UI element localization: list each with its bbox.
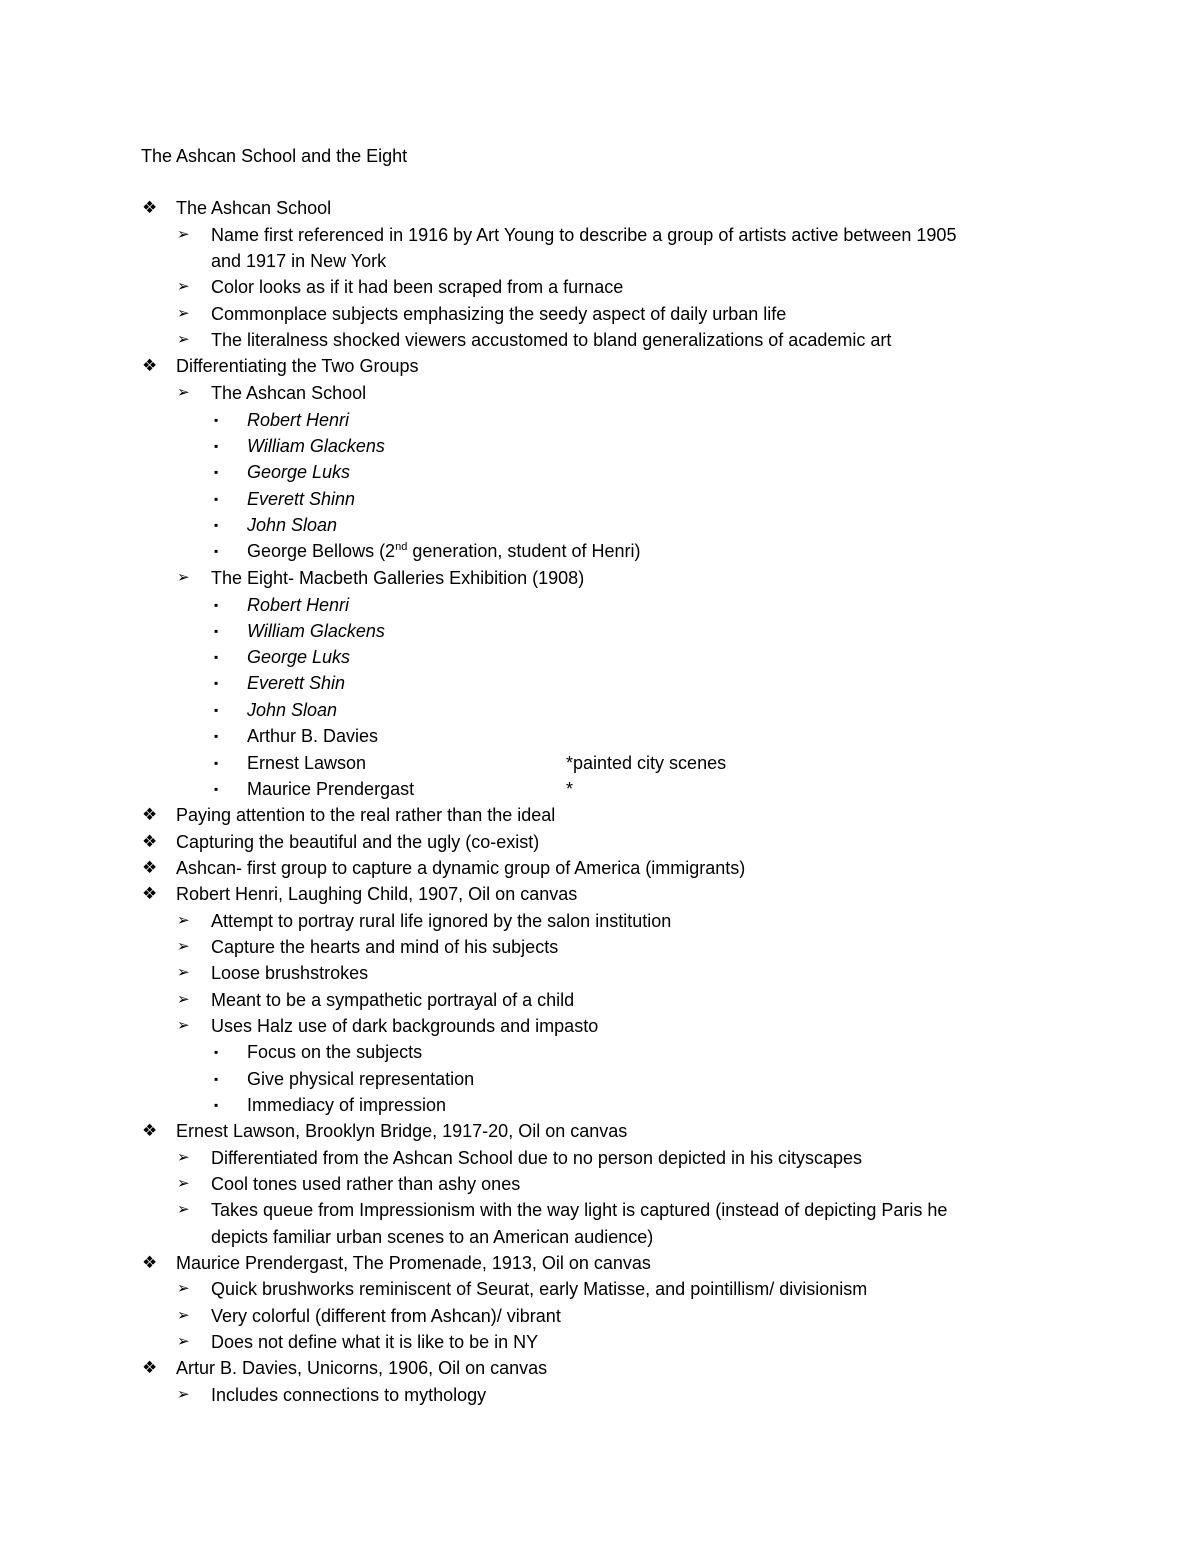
section-heading: Ashcan- first group to capture a dynamic group of America (immigrants) — [176, 858, 746, 878]
diamond-bullet-icon: ❖ — [142, 1253, 158, 1272]
section-heading: The Ashcan School — [176, 198, 332, 218]
list-item-text: Give physical representation — [247, 1069, 475, 1089]
list-item-text: Color looks as if it had been scraped from a furnace — [211, 277, 624, 297]
section-heading: Capturing the beautiful and the ugly (co-exist) — [176, 832, 540, 852]
diamond-bullet-icon: ❖ — [142, 858, 158, 877]
arrow-bullet-icon: ➢ — [177, 1175, 190, 1192]
artist-name: Ernest Lawson — [247, 753, 367, 773]
artist-name: Robert Henri — [247, 410, 350, 430]
arrow-bullet-icon: ➢ — [177, 938, 190, 955]
artist-name: Everett Shinn — [247, 489, 356, 509]
artist-name: Arthur B. Davies — [247, 726, 379, 746]
artist-name: George Luks — [247, 647, 351, 667]
section-heading: Artur B. Davies, Unicorns, 1906, Oil on canvas — [176, 1358, 548, 1378]
arrow-bullet-icon: ➢ — [177, 1149, 190, 1166]
diamond-bullet-icon: ❖ — [142, 1358, 158, 1377]
square-bullet-icon: ▪ — [214, 1045, 219, 1059]
list-item-text: Takes queue from Impressionism with the way light is captured (instead of depicting Paris he — [211, 1200, 948, 1220]
diamond-bullet-icon: ❖ — [142, 805, 158, 824]
list-item-text: and 1917 in New York — [211, 251, 387, 271]
square-bullet-icon: ▪ — [214, 439, 219, 453]
artist-name-part: generation, student of Henri) — [407, 541, 641, 561]
list-item-text: Does not define what it is like to be in NY — [211, 1332, 539, 1352]
list-item-text: The Eight- Macbeth Galleries Exhibition (1908) — [211, 568, 585, 588]
square-bullet-icon: ▪ — [214, 650, 219, 664]
square-bullet-icon: ▪ — [214, 518, 219, 532]
section-heading: Ernest Lawson, Brooklyn Bridge, 1917-20, Oil on canvas — [176, 1121, 628, 1141]
arrow-bullet-icon: ➢ — [177, 1280, 190, 1297]
arrow-bullet-icon: ➢ — [177, 1386, 190, 1403]
arrow-bullet-icon: ➢ — [177, 1333, 190, 1350]
square-bullet-icon: ▪ — [214, 598, 219, 612]
diamond-bullet-icon: ❖ — [142, 832, 158, 851]
document-title: The Ashcan School and the Eight — [141, 146, 408, 166]
list-item-text: Meant to be a sympathetic portrayal of a child — [211, 990, 575, 1010]
square-bullet-icon: ▪ — [214, 544, 219, 558]
side-note: * — [566, 779, 574, 799]
diamond-bullet-icon: ❖ — [142, 1121, 158, 1140]
diamond-bullet-icon: ❖ — [142, 884, 158, 903]
list-item-text: Name first referenced in 1916 by Art Young to describe a group of artists active between 1905 — [211, 225, 957, 245]
arrow-bullet-icon: ➢ — [177, 912, 190, 929]
square-bullet-icon: ▪ — [214, 1072, 219, 1086]
section-heading: Differentiating the Two Groups — [176, 356, 419, 376]
arrow-bullet-icon: ➢ — [177, 964, 190, 981]
section-heading: Robert Henri, Laughing Child, 1907, Oil on canvas — [176, 884, 578, 904]
arrow-bullet-icon: ➢ — [177, 1201, 190, 1218]
diamond-bullet-icon: ❖ — [142, 198, 158, 217]
list-item-text: The literalness shocked viewers accustomed to bland generalizations of academic art — [211, 330, 892, 350]
square-bullet-icon: ▪ — [214, 624, 219, 638]
section-heading: Paying attention to the real rather than the ideal — [176, 805, 556, 825]
list-item-text: depicts familiar urban scenes to an American audience) — [211, 1227, 654, 1247]
artist-name: William Glackens — [247, 436, 385, 456]
artist-name: George Luks — [247, 462, 351, 482]
list-item-text: Quick brushworks reminiscent of Seurat, early Matisse, and pointillism/ divisionism — [211, 1279, 868, 1299]
arrow-bullet-icon: ➢ — [177, 569, 190, 586]
square-bullet-icon: ▪ — [214, 782, 219, 796]
artist-name: Robert Henri — [247, 595, 350, 615]
diamond-bullet-icon: ❖ — [142, 356, 158, 375]
list-item-text: Attempt to portray rural life ignored by the salon institution — [211, 911, 672, 931]
artist-name: John Sloan — [247, 700, 338, 720]
square-bullet-icon: ▪ — [214, 729, 219, 743]
square-bullet-icon: ▪ — [214, 676, 219, 690]
arrow-bullet-icon: ➢ — [177, 331, 190, 348]
list-item-text: The Ashcan School — [211, 383, 367, 403]
arrow-bullet-icon: ➢ — [177, 1307, 190, 1324]
list-item-text: Focus on the subjects — [247, 1042, 423, 1062]
arrow-bullet-icon: ➢ — [177, 226, 190, 243]
arrow-bullet-icon: ➢ — [177, 278, 190, 295]
artist-name: Everett Shin — [247, 673, 346, 693]
square-bullet-icon: ▪ — [214, 703, 219, 717]
artist-name — [247, 538, 640, 564]
section-heading: Maurice Prendergast, The Promenade, 1913, Oil on canvas — [176, 1253, 651, 1273]
arrow-bullet-icon: ➢ — [177, 384, 190, 401]
arrow-bullet-icon: ➢ — [177, 991, 190, 1008]
arrow-bullet-icon: ➢ — [177, 305, 190, 322]
artist-name: John Sloan — [247, 515, 338, 535]
square-bullet-icon: ▪ — [214, 465, 219, 479]
list-item-text: Includes connections to mythology — [211, 1385, 487, 1405]
ordinal-superscript: nd — [395, 541, 408, 553]
square-bullet-icon: ▪ — [214, 492, 219, 506]
side-note: *painted city scenes — [566, 753, 727, 773]
list-item-text: Uses Halz use of dark backgrounds and impasto — [211, 1016, 599, 1036]
artist-name: William Glackens — [247, 621, 385, 641]
square-bullet-icon: ▪ — [214, 413, 219, 427]
square-bullet-icon: ▪ — [214, 756, 219, 770]
artist-name: Maurice Prendergast — [247, 779, 415, 799]
square-bullet-icon: ▪ — [214, 1098, 219, 1112]
arrow-bullet-icon: ➢ — [177, 1017, 190, 1034]
artist-name-part: George Bellows (2 — [247, 541, 396, 561]
list-item-text: Cool tones used rather than ashy ones — [211, 1174, 521, 1194]
list-item-text: Capture the hearts and mind of his subjects — [211, 937, 559, 957]
list-item-text: Differentiated from the Ashcan School due to no person depicted in his cityscapes — [211, 1148, 863, 1168]
list-item-text: Very colorful (different from Ashcan)/ vibrant — [211, 1306, 561, 1326]
list-item-text: Loose brushstrokes — [211, 963, 369, 983]
list-item-text: Immediacy of impression — [247, 1095, 447, 1115]
list-item-text: Commonplace subjects emphasizing the seedy aspect of daily urban life — [211, 304, 787, 324]
